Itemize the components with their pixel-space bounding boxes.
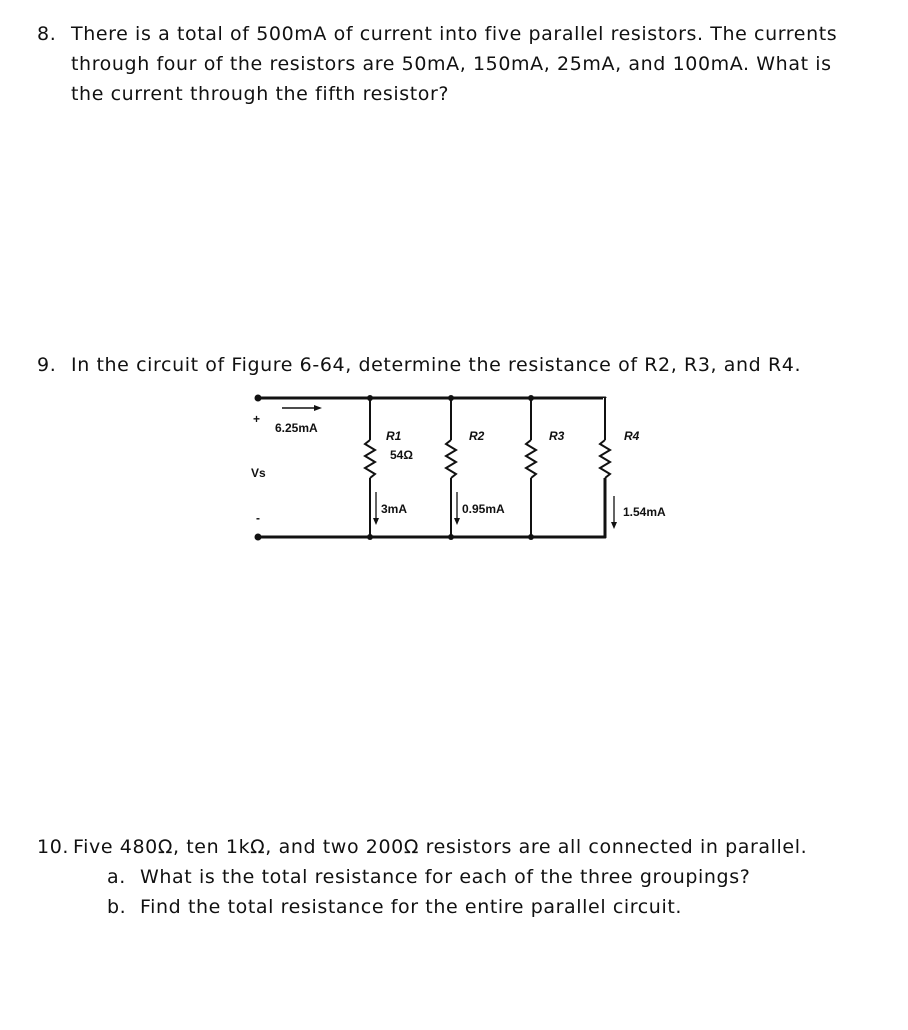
resistor-r2 <box>446 398 456 537</box>
resistor-r4 <box>600 398 610 478</box>
part-a-text: What is the total resistance for each of the three groupings? <box>140 866 751 888</box>
circuit-wires <box>258 398 605 537</box>
r1-value-label: 54Ω <box>390 448 413 462</box>
r1-name-label: R1 <box>386 429 402 443</box>
source-vs-label: Vs <box>251 466 266 480</box>
question-8-line-2: through four of the resistors are 50mA, 150mA, 25mA, and 100mA. What is <box>71 53 832 75</box>
r2-name-label: R2 <box>469 429 485 443</box>
question-10-number: 10. <box>37 836 70 858</box>
question-8-line-1: There is a total of 500mA of current into five parallel resistors. The currents <box>71 23 838 45</box>
part-b-text: Find the total resistance for the entire parallel circuit. <box>140 896 683 918</box>
source-negative-terminal <box>255 534 262 541</box>
branch-current-arrow-r2 <box>454 492 460 525</box>
r2-current-label: 0.95mA <box>462 502 505 516</box>
r4-name-label: R4 <box>624 429 640 443</box>
source-minus-label: - <box>256 511 260 525</box>
r1-current-label: 3mA <box>381 502 408 516</box>
total-current-label: 6.25mA <box>275 421 318 435</box>
r3-name-label: R3 <box>549 429 565 443</box>
source-plus-label: + <box>253 412 261 426</box>
total-current-arrow <box>282 405 322 411</box>
source-positive-terminal <box>255 395 262 402</box>
question-8-line-3: the current through the fifth resistor? <box>71 83 450 105</box>
branch-current-arrow-r4 <box>611 496 617 529</box>
part-b-letter: b. <box>107 896 127 918</box>
question-10-text: Five 480Ω, ten 1kΩ, and two 200Ω resistors are all connected in parallel. <box>73 836 808 858</box>
resistor-r3 <box>526 398 536 537</box>
branch-current-arrow-r1 <box>373 492 379 525</box>
part-a-letter: a. <box>107 866 126 888</box>
r4-current-label: 1.54mA <box>623 505 666 519</box>
resistor-r1 <box>365 398 375 537</box>
question-8-number: 8. <box>37 23 57 45</box>
question-9-number: 9. <box>37 354 57 376</box>
question-9-text: In the circuit of Figure 6-64, determine the resistance of R2, R3, and R4. <box>71 354 802 376</box>
